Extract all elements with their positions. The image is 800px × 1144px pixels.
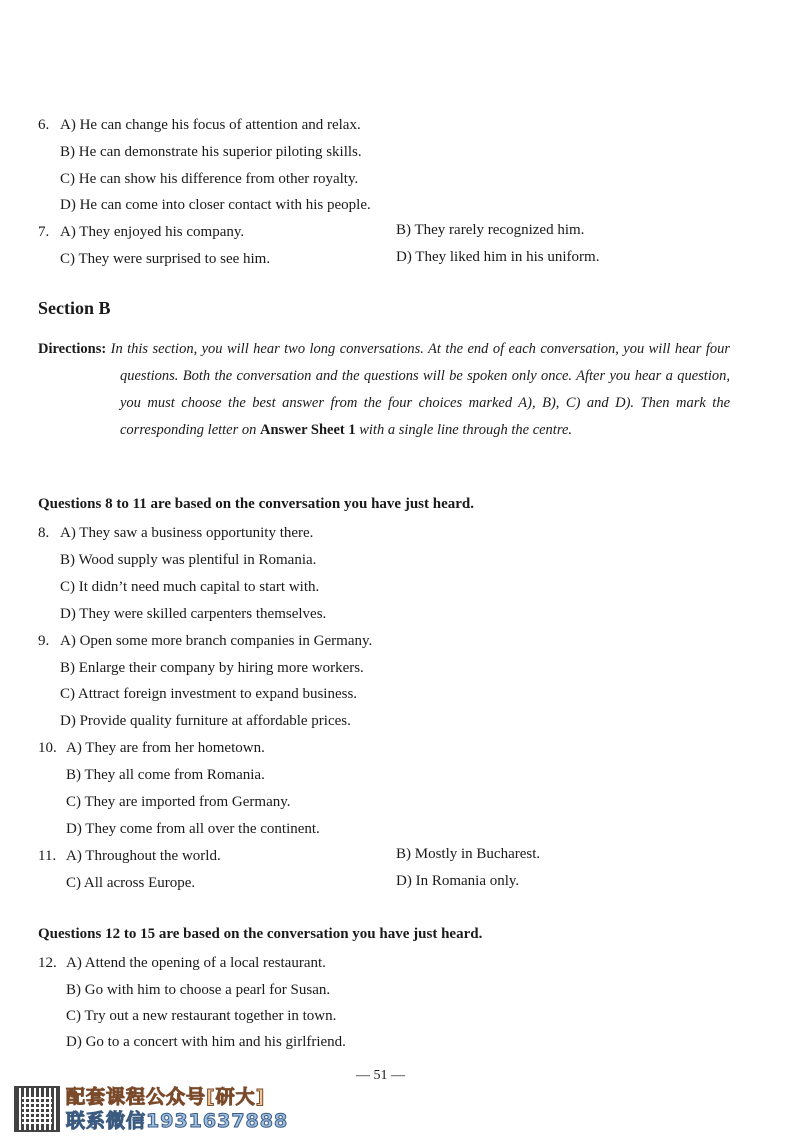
question-9-option-d: D) Provide quality furniture at affordable prices. <box>60 713 351 729</box>
question-8-number: 8. <box>38 525 50 541</box>
question-11-option-c: C) All across Europe. <box>66 875 196 891</box>
directions-text-2: with a single line through the centre. <box>359 422 573 438</box>
question-10-number: 10. <box>38 740 57 756</box>
question-11-option-b: B) Mostly in Bucharest. <box>396 846 541 862</box>
question-11-option-a: A) Throughout the world. <box>66 848 221 864</box>
question-7-option-b: B) They rarely recognized him. <box>396 222 585 238</box>
question-9-number: 9. <box>38 633 50 649</box>
question-8-option-b: B) Wood supply was plentiful in Romania. <box>60 552 317 568</box>
question-10-option-b: B) They all come from Romania. <box>66 767 265 783</box>
question-6-option-b: B) He can demonstrate his superior piloting skills. <box>60 144 362 160</box>
question-12-number: 12. <box>38 955 57 971</box>
question-12-option-a: A) Attend the opening of a local restaurant. <box>66 955 326 971</box>
question-7-option-c: C) They were surprised to see him. <box>60 251 271 267</box>
question-group-heading-2: Questions 12 to 15 are based on the conversation you have just heard. <box>38 926 483 942</box>
footer-promo-line-2: 联系微信1931637888 <box>66 1110 289 1132</box>
question-8-option-c: C) It didn’t need much capital to start with. <box>60 579 320 595</box>
answer-sheet-label: Answer Sheet 1 <box>260 422 356 438</box>
directions <box>38 336 730 444</box>
question-9-option-c: C) Attract foreign investment to expand business. <box>60 686 358 702</box>
question-12-option-d: D) Go to a concert with him and his girlfriend. <box>66 1034 346 1050</box>
question-group-heading-1: Questions 8 to 11 are based on the conversation you have just heard. <box>38 496 474 512</box>
question-9-option-b: B) Enlarge their company by hiring more workers. <box>60 660 364 676</box>
question-8-option-a: A) They saw a business opportunity there. <box>60 525 314 541</box>
question-10-option-d: D) They come from all over the continent. <box>66 821 320 837</box>
footer-watermark <box>14 1086 314 1136</box>
question-6-option-c: C) He can show his difference from other royalty. <box>60 171 359 187</box>
question-11-number: 11. <box>38 848 57 864</box>
question-9-option-a: A) Open some more branch companies in Germany. <box>60 633 373 649</box>
question-11-option-d: D) In Romania only. <box>396 873 520 889</box>
directions-text-1: In this section, you will hear two long conversations. At the end of each conversation, you will hear four questions. Both the conversation and the questions will be spoken only once. After you hear a question, you must choose the best answer from the four choices marked A), B), C) and D). Then mark the corresponding letter on <box>110 341 730 438</box>
question-10-option-a: A) They are from her hometown. <box>66 740 265 756</box>
question-8-option-d: D) They were skilled carpenters themselves. <box>60 606 327 622</box>
question-6-option-d: D) He can come into closer contact with his people. <box>60 197 371 213</box>
qr-code-icon <box>14 1086 60 1132</box>
directions-label: Directions: <box>38 341 107 357</box>
question-12-option-c: C) Try out a new restaurant together in town. <box>66 1008 337 1024</box>
question-6-option-a: A) He can change his focus of attention and relax. <box>60 117 361 133</box>
question-7-option-a: A) They enjoyed his company. <box>60 224 245 240</box>
footer-promo-line-1: 配套课程公众号[研大] <box>66 1086 266 1108</box>
question-10-option-c: C) They are imported from Germany. <box>66 794 291 810</box>
question-6-number: 6. <box>38 117 50 133</box>
page-number: — 51 — <box>356 1068 405 1083</box>
section-title: Section B <box>38 298 111 318</box>
question-12-option-b: B) Go with him to choose a pearl for Susan. <box>66 982 331 998</box>
question-7-option-d: D) They liked him in his uniform. <box>396 249 600 265</box>
question-7-number: 7. <box>38 224 50 240</box>
